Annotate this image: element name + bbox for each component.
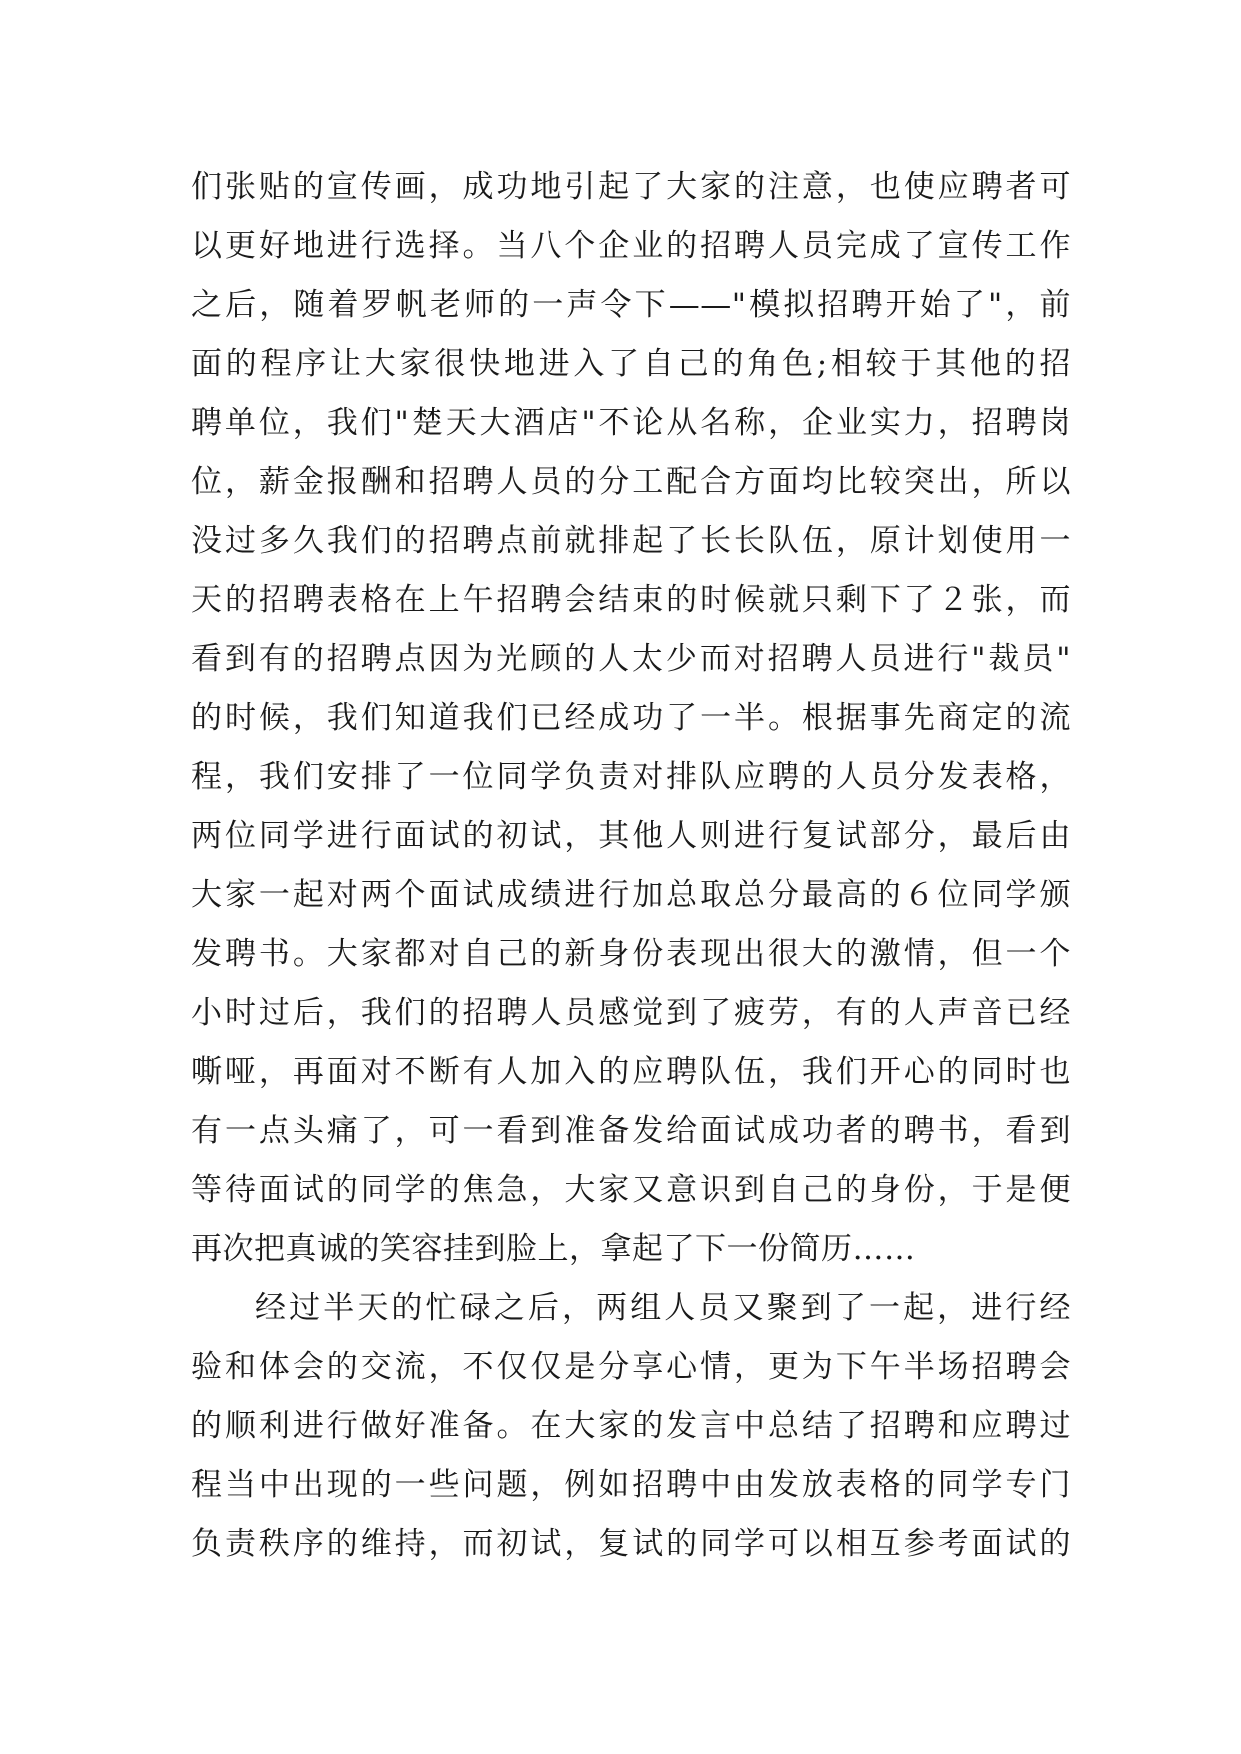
body-text (191, 158, 1071, 1574)
text-line: 大家一起对两个面试成绩进行加总取总分最高的６位同学颁 (191, 877, 1071, 913)
text-line: 程，我们安排了一位同学负责对排队应聘的人员分发表格， (191, 759, 1071, 795)
text-line: 验和体会的交流，不仅仅是分享心情，更为下午半场招聘会 (191, 1349, 1071, 1385)
text-line: 们张贴的宣传画，成功地引起了大家的注意，也使应聘者可 (191, 169, 1071, 205)
text-line: 以更好地进行选择。当八个企业的招聘人员完成了宣传工作 (191, 228, 1071, 264)
text-line: 之后，随着罗帆老师的一声令下——"模拟招聘开始了"，前 (191, 287, 1071, 323)
paragraph-2 (191, 1279, 1071, 1574)
text-line: 的时候，我们知道我们已经成功了一半。根据事先商定的流 (191, 700, 1071, 736)
text-line: 程当中出现的一些问题，例如招聘中由发放表格的同学专门 (191, 1467, 1071, 1503)
text-line: 的顺利进行做好准备。在大家的发言中总结了招聘和应聘过 (191, 1408, 1071, 1444)
paragraph-1 (191, 158, 1071, 1279)
text-line: 没过多久我们的招聘点前就排起了长长队伍，原计划使用一 (191, 523, 1071, 559)
text-line: 两位同学进行面试的初试，其他人则进行复试部分，最后由 (191, 818, 1071, 854)
text-line: 负责秩序的维持，而初试，复试的同学可以相互参考面试的 (191, 1526, 1071, 1562)
text-line: 看到有的招聘点因为光顾的人太少而对招聘人员进行"裁员" (191, 641, 1071, 677)
text-line: 发聘书。大家都对自己的新身份表现出很大的激情，但一个 (191, 936, 1071, 972)
text-line: 嘶哑，再面对不断有人加入的应聘队伍，我们开心的同时也 (191, 1054, 1071, 1090)
text-line: 面的程序让大家很快地进入了自己的角色;相较于其他的招 (191, 346, 1071, 382)
text-line: 聘单位，我们"楚天大酒店"不论从名称，企业实力，招聘岗 (191, 405, 1071, 441)
text-line: 有一点头痛了，可一看到准备发给面试成功者的聘书，看到 (191, 1113, 1071, 1149)
text-line: 小时过后，我们的招聘人员感觉到了疲劳，有的人声音已经 (191, 995, 1071, 1031)
text-line: 位，薪金报酬和招聘人员的分工配合方面均比较突出，所以 (191, 464, 1071, 500)
text-line: 再次把真诚的笑容挂到脸上，拿起了下一份简历…… (191, 1231, 916, 1267)
text-line: 天的招聘表格在上午招聘会结束的时候就只剩下了２张，而 (191, 582, 1071, 618)
text-line: 经过半天的忙碌之后，两组人员又聚到了一起，进行经 (255, 1290, 1071, 1326)
text-line: 等待面试的同学的焦急，大家又意识到自己的身份，于是便 (191, 1172, 1071, 1208)
